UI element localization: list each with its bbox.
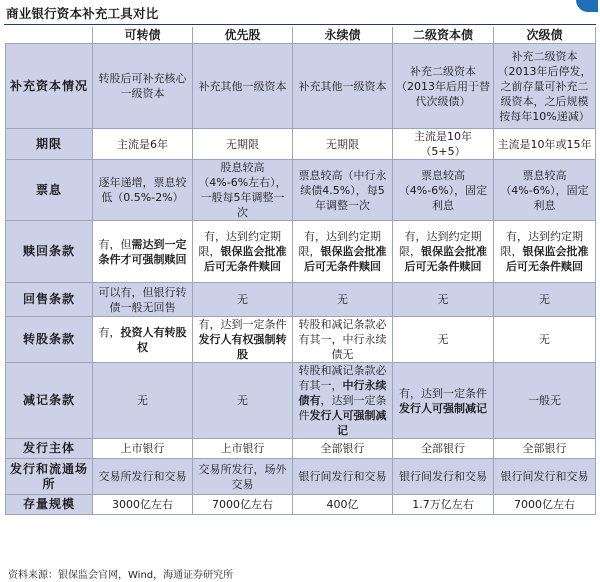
cell-text-bold: 银保监会批准后可无条件赎回: [506, 245, 589, 273]
header-row: [6, 27, 596, 44]
cell-text: ，达到一定条件: [298, 394, 387, 422]
table-cell: [93, 317, 193, 363]
table-cell: [494, 129, 596, 160]
cell-text: 补充二级资本（2013年后用于替代次级债）: [396, 64, 490, 108]
table-cell: [393, 221, 494, 283]
table-cell: [494, 160, 596, 221]
cell-text: 银行间发行和交易: [500, 470, 589, 483]
cell-text-bold: 投资人有转股权: [120, 325, 187, 354]
cell-text: 转股和减记条款必有其一，中行永续债无: [298, 318, 387, 361]
cell-text: 主流是10年（5+5）: [414, 130, 472, 158]
col-header-tier2: 二级资本债: [393, 27, 494, 44]
cell-text: 逐年递增，票息较低（0.5%-2%）: [98, 176, 187, 204]
cell-text: 全部银行: [522, 442, 567, 455]
row-label: 赎回条款: [6, 221, 93, 283]
cell-text: 银行间发行和交易: [298, 470, 387, 483]
page-title: 商业银行资本补充工具对比: [6, 6, 159, 21]
cell-text: 1.7万亿左右: [412, 498, 474, 511]
cell-text: 交易所发行和交易: [98, 470, 187, 483]
row-label: 存量规模: [6, 495, 93, 515]
table-cell: [293, 283, 393, 317]
cell-text: 股息较高（4%-6%左右），一般每5年调整一次: [198, 161, 287, 219]
cell-text-bold: 需达到一定条件才可强制赎回: [98, 237, 187, 266]
table-cell: [393, 129, 494, 160]
header-corner: [6, 27, 93, 44]
table-row: [6, 439, 596, 459]
table-cell: [193, 221, 293, 283]
table-cell: [494, 221, 596, 283]
table-cell: [494, 459, 596, 495]
table-cell: [393, 283, 494, 317]
table-cell: [494, 495, 596, 515]
col-header-preferred: 优先股: [193, 27, 293, 44]
cell-text: 补充二级资本（2013年后停发，之前存量可补充二级资本，之后规模按每年10%递减）: [497, 49, 592, 123]
table-cell: [193, 317, 293, 363]
cell-text-bold: 银保监会批准后可无条件赎回: [204, 245, 287, 273]
cell-text: 有，: [98, 325, 121, 339]
table-cell: [293, 160, 393, 221]
table-cell: [293, 44, 393, 129]
cell-text: 上市银行: [220, 442, 265, 455]
cell-text-bold: 银保监会批准后可无条件赎回: [404, 245, 487, 273]
table-cell: [494, 363, 596, 439]
table-cell: [93, 495, 193, 515]
cell-text: 无: [237, 293, 248, 306]
cell-text: 7000亿左右: [212, 498, 273, 511]
table-cell: [193, 44, 293, 129]
row-label: 发行主体: [6, 439, 93, 459]
row-label: 回售条款: [6, 283, 93, 317]
table-cell: [293, 221, 393, 283]
logo-mark: [576, 0, 598, 12]
row-label: 期限: [6, 129, 93, 160]
table-cell: [93, 283, 193, 317]
cell-text: 主流是10年或15年: [497, 137, 592, 151]
cell-text: 3000亿左右: [112, 498, 173, 511]
cell-text: 无期限: [326, 137, 359, 151]
row-label: 补充资本情况: [6, 44, 93, 129]
table-row: [6, 221, 596, 283]
cell-text: 可以有，但银行转债一般无回售: [98, 285, 187, 314]
cell-text: 无: [237, 394, 248, 407]
table-cell: [93, 129, 193, 160]
table-cell: [494, 283, 596, 317]
cell-text-bold: 银保监会批准后可无条件赎回: [304, 245, 387, 273]
table-cell: [193, 439, 293, 459]
table-row: [6, 363, 596, 439]
cell-text-bold: 中行永续债有: [298, 379, 387, 407]
cell-text: 7000亿左右: [514, 498, 575, 511]
table-cell: [393, 317, 494, 363]
table-cell: [193, 495, 293, 515]
row-label: 转股条款: [6, 317, 93, 363]
table-cell: [393, 495, 494, 515]
table-cell: [93, 363, 193, 439]
table-cell: [393, 363, 494, 439]
table-cell: [293, 439, 393, 459]
table-row: [6, 129, 596, 160]
cell-text: 补充其他一级资本: [298, 79, 387, 93]
table-cell: [93, 459, 193, 495]
cell-text: 有，达到约定期限，: [399, 230, 482, 258]
cell-text-bold: 发行人有权强制转股: [198, 333, 287, 361]
table-row: [6, 459, 596, 495]
cell-text: 无: [539, 333, 550, 346]
row-label: 减记条款: [6, 363, 93, 439]
table-cell: [293, 317, 393, 363]
table-cell: [293, 495, 393, 515]
table-cell: [494, 44, 596, 129]
cell-text: 有，达到约定期限，: [198, 230, 281, 258]
col-header-subordinated: 次级债: [494, 27, 596, 44]
cell-text: 全部银行: [320, 442, 365, 455]
table-cell: [93, 44, 193, 129]
table-row: [6, 495, 596, 515]
cell-text: 主流是6年: [117, 137, 168, 151]
cell-text: 无: [437, 293, 449, 306]
cell-text-bold: 发行人可强制减记: [309, 409, 387, 437]
cell-text: 交易所发行，场外交易: [198, 462, 287, 491]
row-label: 发行和流通场所: [6, 459, 93, 495]
table-cell: [293, 129, 393, 160]
cell-text: 无: [137, 394, 148, 407]
cell-text: 银行间发行和交易: [399, 470, 487, 483]
cell-text: 票息较高（中行永续债4.5%），每5年调整一次: [298, 168, 387, 212]
table-cell: [193, 283, 293, 317]
table-row: [6, 317, 596, 363]
table-cell: [193, 160, 293, 221]
table-row: [6, 283, 596, 317]
table-row: [6, 44, 596, 129]
cell-text: 票息较高（4%-6%），固定利息: [398, 168, 488, 212]
table-cell: [193, 129, 293, 160]
table-cell: [393, 160, 494, 221]
table-cell: [293, 459, 393, 495]
comparison-table: [5, 27, 596, 515]
cell-text: 有，达到约定期限，: [298, 230, 381, 258]
table-cell: [93, 160, 193, 221]
table-cell: [193, 459, 293, 495]
cell-text: 无期限: [226, 137, 259, 151]
cell-text: 转股后可补充核心一级资本: [98, 72, 187, 100]
cell-text: 无: [539, 293, 550, 306]
cell-text: 400亿: [326, 498, 359, 511]
col-header-perpetual: 永续债: [293, 27, 393, 44]
cell-text: 补充其他一级资本: [198, 79, 287, 93]
source-note: 资料来源：银保监会官网，Wind，海通证券研究所: [8, 570, 234, 581]
table-cell: [393, 439, 494, 459]
cell-text: 票息较高（4%-6%），固定利息: [500, 168, 589, 212]
table-body: [6, 44, 596, 515]
table-cell: [93, 439, 193, 459]
cell-text-bold: 发行人可强制减记: [399, 401, 487, 415]
table-cell: [393, 44, 494, 129]
table-cell: [494, 439, 596, 459]
cell-text: 有，达到约定期限，: [500, 230, 583, 258]
cell-text: 全部银行: [421, 442, 465, 455]
cell-text: 有，达到一定条件: [198, 318, 287, 331]
table-cell: [193, 363, 293, 439]
table-cell: [93, 221, 193, 283]
cell-text: 上市银行: [120, 442, 165, 455]
cell-text: 无: [437, 333, 449, 346]
cell-text: 有，达到一定条件: [399, 386, 487, 400]
cell-text: 转股和减记条款必有其一，: [298, 364, 387, 392]
table-cell: [494, 317, 596, 363]
table-row: [6, 160, 596, 221]
cell-text: 一般无: [528, 394, 561, 407]
table-cell: [393, 459, 494, 495]
cell-text: 无: [337, 293, 348, 306]
row-label: 票息: [6, 160, 93, 221]
col-header-convertible: 可转债: [93, 27, 193, 44]
title-rule: [4, 24, 596, 25]
table-cell: [293, 363, 393, 439]
cell-text: 有，但: [98, 237, 132, 251]
